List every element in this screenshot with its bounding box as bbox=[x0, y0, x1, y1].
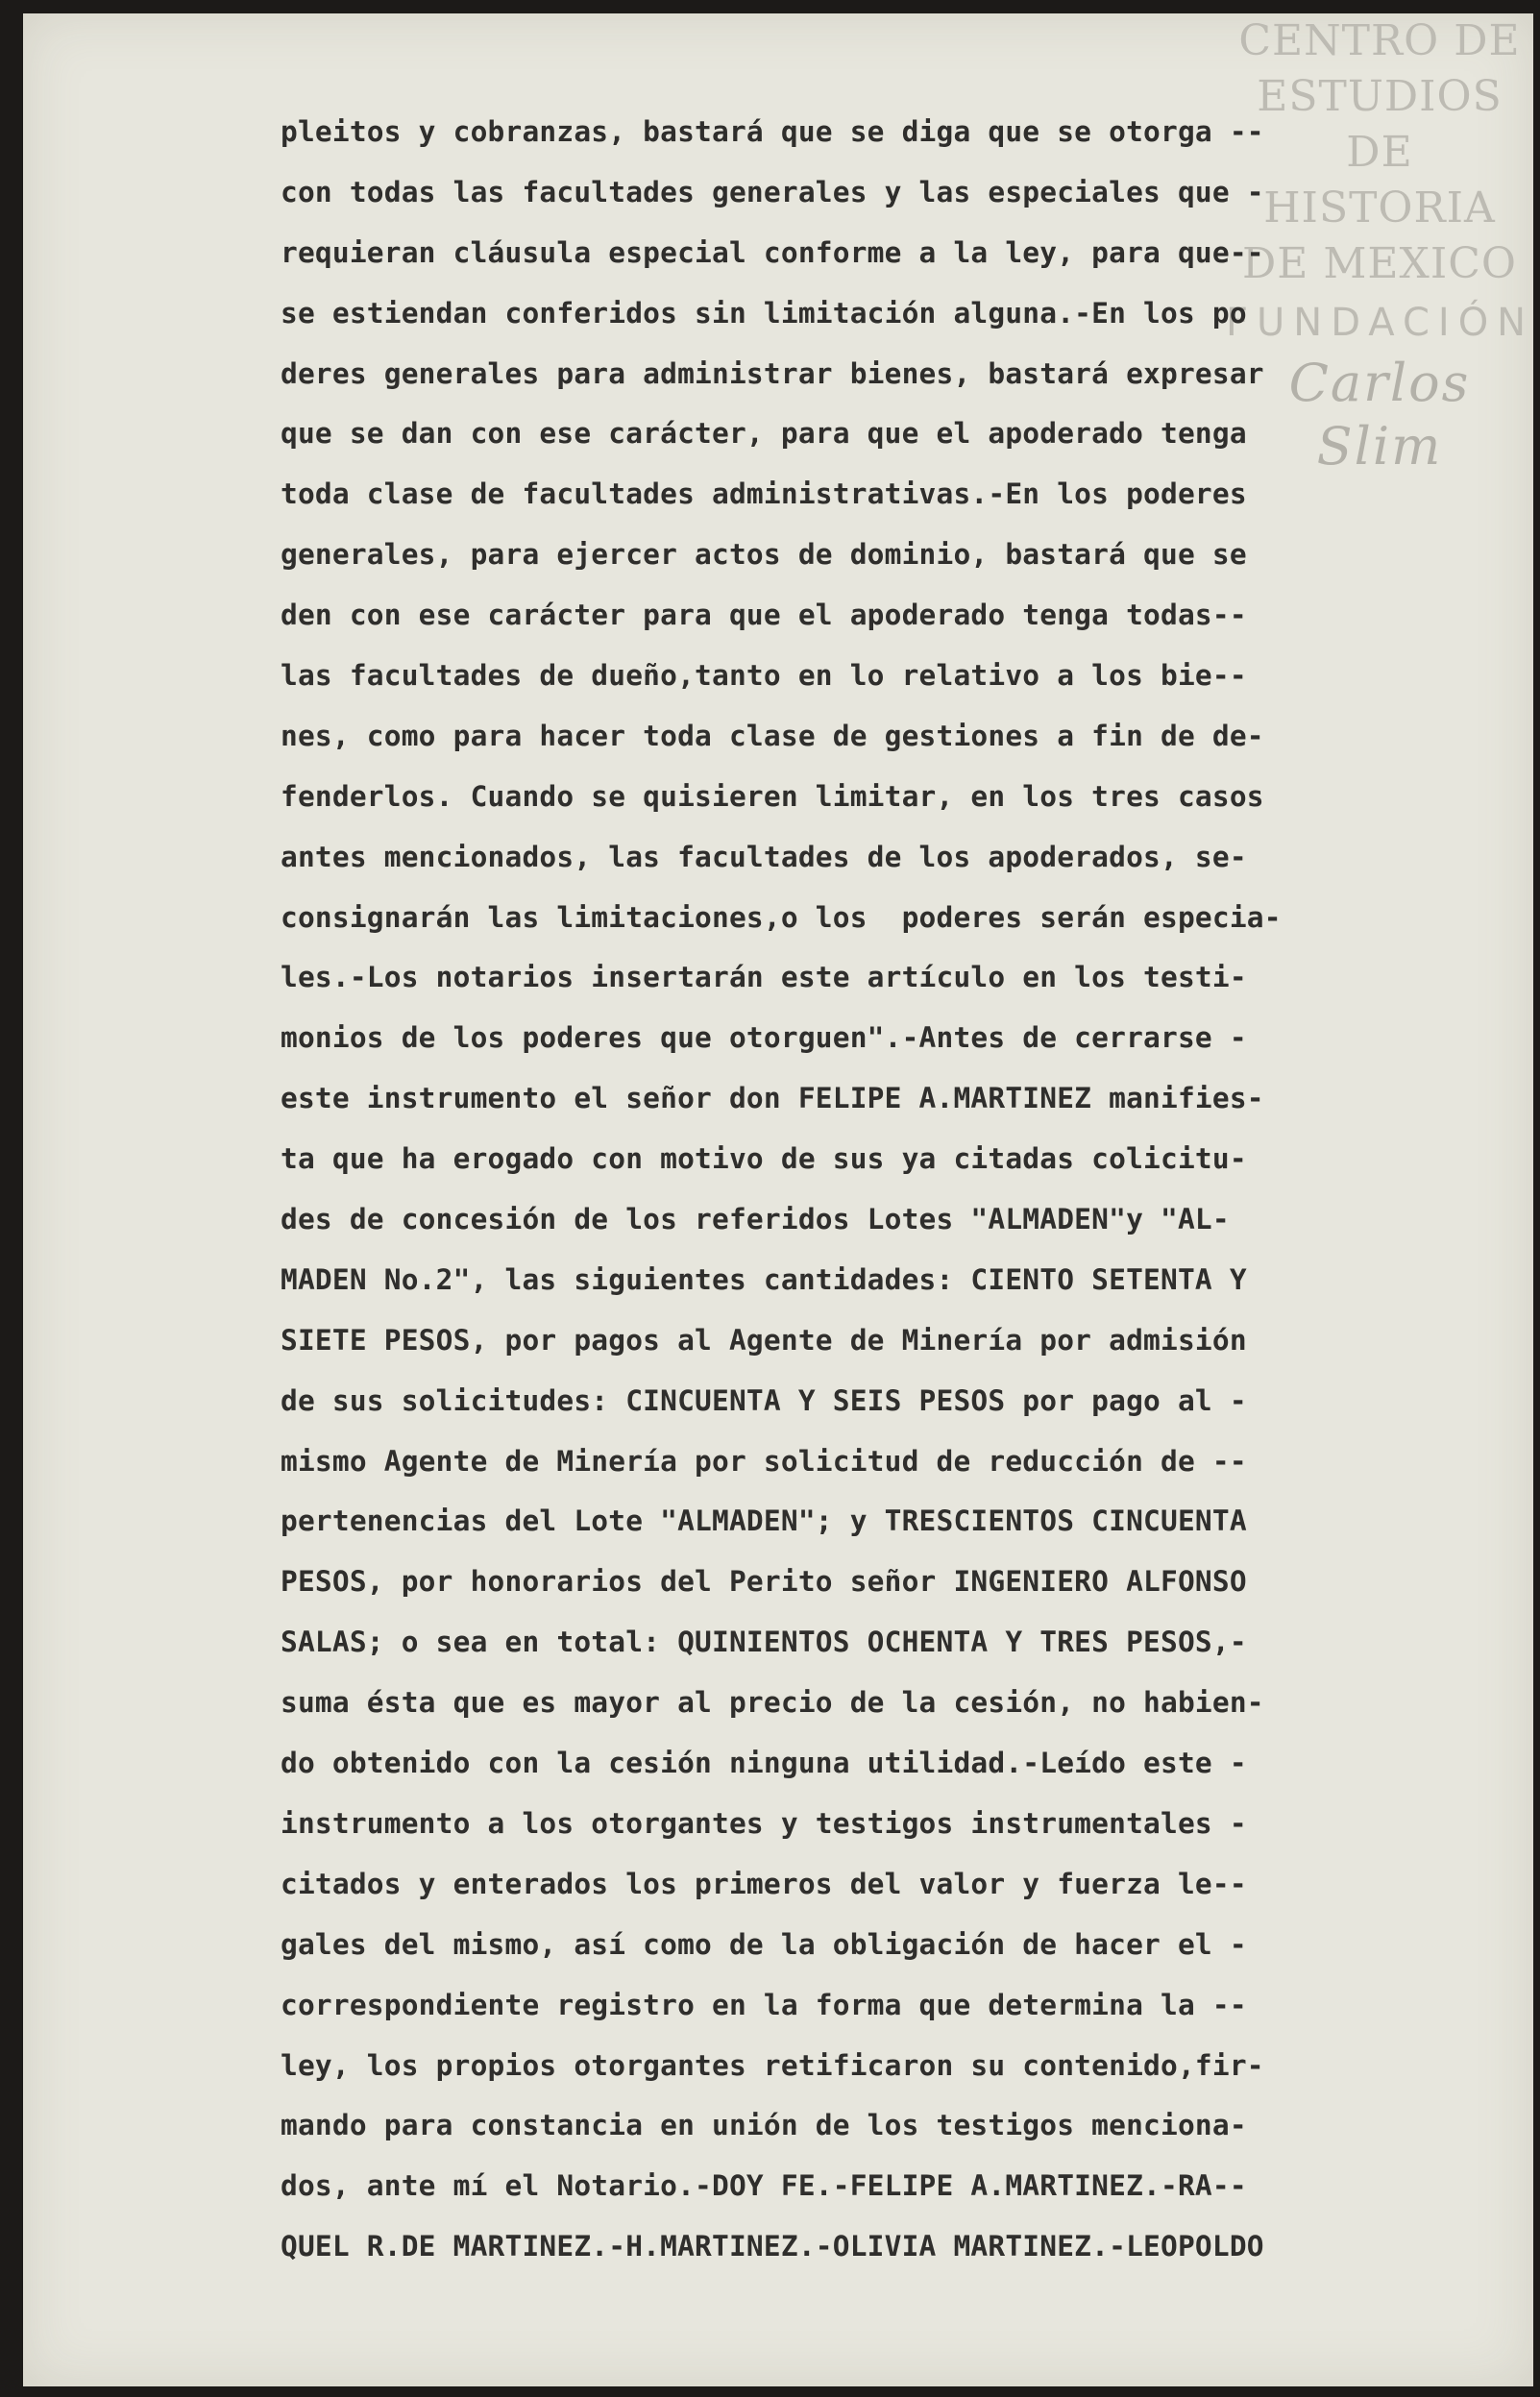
watermark-fundacion: FUNDACIÓN bbox=[1226, 301, 1535, 345]
text-line: se estiendan conferidos sin limitación alguna.-En los po bbox=[281, 296, 1247, 330]
text-line: con todas las facultades generales y las especiales que - bbox=[281, 175, 1264, 208]
text-line: que se dan con ese carácter, para que el apoderado tenga bbox=[281, 417, 1247, 451]
text-line: generales, para ejercer actos de dominio, bastará que se bbox=[281, 538, 1247, 572]
text-line: SALAS; o sea en total: QUINIENTOS OCHENTA Y TRES PESOS,- bbox=[281, 1626, 1247, 1659]
text-line: les.-Los notarios insertarán este artículo en los testi- bbox=[281, 961, 1247, 994]
text-line: gales del mismo, así como de la obligación de hacer el - bbox=[281, 1927, 1247, 1961]
text-line: pertenencias del Lote "ALMADEN"; y TRESCIENTOS CINCUENTA bbox=[281, 1504, 1247, 1538]
text-line: deres generales para administrar bienes, bastará expresar bbox=[281, 356, 1264, 390]
text-line: las facultades de dueño,tanto en lo relativo a los bie-- bbox=[281, 659, 1247, 693]
text-line: dos, ante mí el Notario.-DOY FE.-FELIPE A.MARTINEZ.-RA-- bbox=[281, 2169, 1247, 2203]
text-line: QUEL R.DE MARTINEZ.-H.MARTINEZ.-OLIVIA MARTINEZ.-LEOPOLDO bbox=[281, 2230, 1264, 2263]
text-line: SIETE PESOS, por pagos al Agente de Minería por admisión bbox=[281, 1323, 1247, 1357]
text-line: des de concesión de los referidos Lotes "ALMADEN"y "AL- bbox=[281, 1203, 1230, 1236]
watermark-line: DE HISTORIA bbox=[1263, 128, 1496, 232]
text-line: requieran cláusula especial conforme a la ley, para que-- bbox=[281, 235, 1264, 269]
text-line: citados y enterados los primeros del valor y fuerza le-- bbox=[281, 1867, 1247, 1900]
document-page bbox=[23, 13, 1533, 2386]
watermark-signature: Carlos Slim bbox=[1288, 353, 1471, 477]
text-line: consignarán las limitaciones,o los poderes serán especia- bbox=[281, 900, 1282, 934]
text-line: do obtenido con la cesión ninguna utilidad.-Leído este - bbox=[281, 1747, 1247, 1780]
text-line: suma ésta que es mayor al precio de la cesión, no habien- bbox=[281, 1686, 1264, 1720]
watermark-line: DE MEXICO bbox=[1242, 239, 1517, 288]
watermark-line: ESTUDIOS bbox=[1257, 72, 1503, 121]
text-line: antes mencionados, las facultades de los apoderados, se- bbox=[281, 840, 1247, 873]
text-line: MADEN No.2", las siguientes cantidades: CIENTO SETENTA Y bbox=[281, 1262, 1247, 1296]
text-line: fenderlos. Cuando se quisieren limitar, en los tres casos bbox=[281, 779, 1264, 813]
text-line: este instrumento el señor don FELIPE A.MARTINEZ manifies- bbox=[281, 1082, 1264, 1115]
text-line: toda clase de facultades administrativas.-En los poderes bbox=[281, 477, 1247, 511]
text-line: ley, los propios otorgantes retificaron su contenido,fir- bbox=[281, 2048, 1264, 2082]
text-line: mando para constancia en unión de los testigos menciona- bbox=[281, 2109, 1247, 2142]
text-line: monios de los poderes que otorguen".-Antes de cerrarse - bbox=[281, 1021, 1247, 1055]
text-line: nes, como para hacer toda clase de gestiones a fin de de- bbox=[281, 719, 1264, 752]
text-line: den con ese carácter para que el apoderado tenga todas-- bbox=[281, 599, 1247, 632]
text-line: ta que ha erogado con motivo de sus ya citadas colicitu- bbox=[281, 1142, 1247, 1176]
typewritten-body bbox=[281, 102, 1366, 2277]
text-line: PESOS, por honorarios del Perito señor INGENIERO ALFONSO bbox=[281, 1565, 1247, 1599]
watermark-line: CENTRO DE bbox=[1238, 16, 1521, 65]
text-line: instrumento a los otorgantes y testigos instrumentales - bbox=[281, 1806, 1247, 1840]
text-line: de sus solicitudes: CINCUENTA Y SEIS PESOS por pago al - bbox=[281, 1383, 1247, 1417]
text-line: correspondiente registro en la forma que determina la -- bbox=[281, 1988, 1247, 2021]
text-line: mismo Agente de Minería por solicitud de reducción de -- bbox=[281, 1444, 1247, 1478]
text-line: pleitos y cobranzas, bastará que se diga que se otorga -- bbox=[281, 115, 1264, 148]
